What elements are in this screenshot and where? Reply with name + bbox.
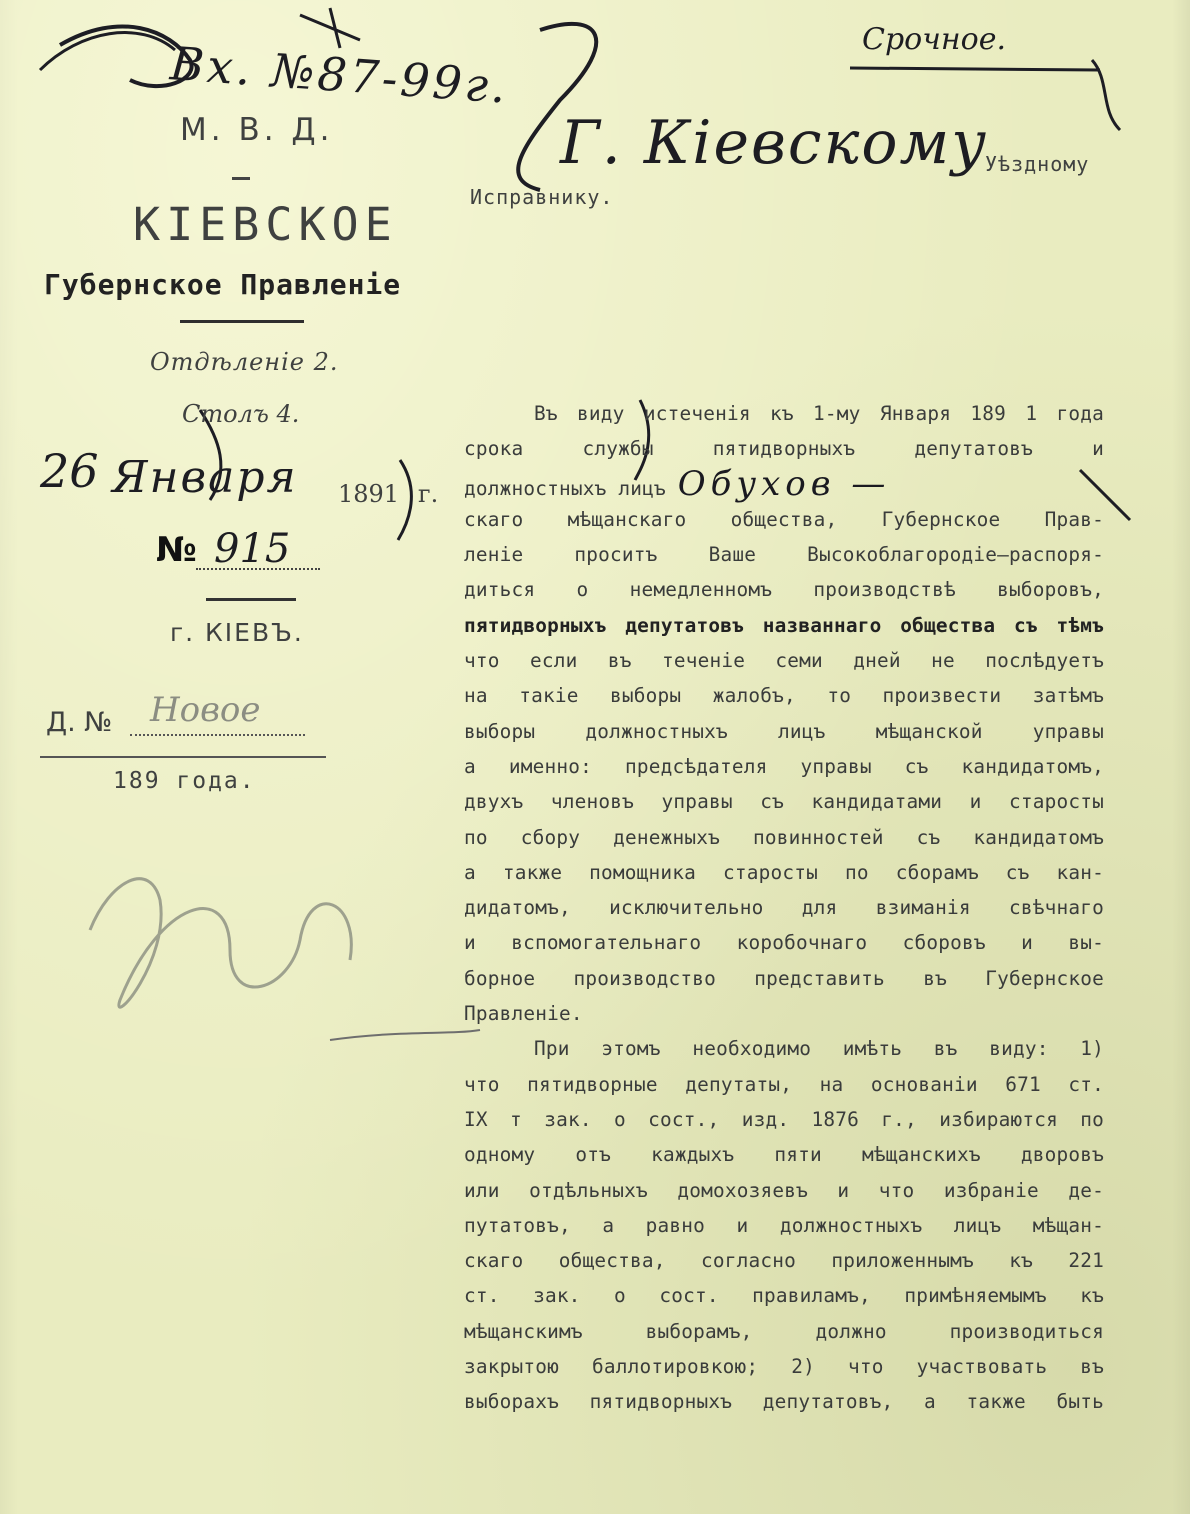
body-line: путатовъ, а равно и должностныхъ лицъ мѣщан- xyxy=(464,1213,1104,1237)
body-line: Правленіе. xyxy=(464,1002,583,1026)
body-line: двухъ членовъ управы съ кандидатами и старосты xyxy=(464,790,1104,814)
recipient-handwritten: Г. Кіевскому xyxy=(560,108,989,178)
body-line: диться о немедленномъ производствѣ выборовъ, xyxy=(464,578,1104,602)
body-line: закрытою баллотировкою; 2) что участвовать въ xyxy=(464,1355,1104,1379)
city-label: г. КІЕВЪ. xyxy=(170,618,304,647)
body-line: мѣщанскимъ выборамъ, должно производиться xyxy=(464,1319,1104,1343)
body-line: пятидворныхъ депутатовъ названнаго общества съ тѣмъ xyxy=(464,613,1104,637)
case-year: 189 года. xyxy=(113,768,256,794)
department-label: Отдѣленіе 2. xyxy=(150,348,339,376)
letterhead-title: КІЕВСКОЕ xyxy=(133,198,398,251)
title-rule xyxy=(180,320,304,323)
body-line: срока службы пятидворныхъ депутатовъ и xyxy=(464,437,1104,461)
body-line: что пятидворные депутаты, на основаніи 671 ст. xyxy=(464,1072,1104,1096)
body-line: скаго мѣщанскаго общества, Губернское Прав- xyxy=(464,507,1104,531)
body-line: или отдѣльныхъ домохозяевъ и что избраніе де- xyxy=(464,1178,1104,1202)
urgent-note-handwritten: Срочное. xyxy=(862,22,1006,57)
case-handwritten: Новое xyxy=(150,690,261,730)
divider xyxy=(232,177,250,180)
body-line: и вспомогательнаго коробочнаго сборовъ и вы- xyxy=(464,931,1104,955)
number-rule xyxy=(206,598,296,601)
letter-body xyxy=(464,396,1104,1420)
body-line: на такіе выборы жалобъ, то произвести затѣмъ xyxy=(464,684,1104,708)
body-line: одному отъ каждыхъ пяти мѣщанскихъ дворовъ xyxy=(464,1143,1104,1167)
incoming-number-handwritten: Вх. №87-99г. xyxy=(168,36,511,114)
date-suffix: г. xyxy=(418,480,439,508)
body-line: IX т зак. о сост., изд. 1876 г., избираются по xyxy=(464,1107,1104,1131)
letterhead-subtitle: Губернское Правленіе xyxy=(44,268,402,301)
case-label: Д. № xyxy=(46,707,113,738)
number-handwritten: 915 xyxy=(214,526,291,572)
body-line: что если въ теченіе семи дней не послѣдуетъ xyxy=(464,649,1104,673)
body-line: леніе проситъ Ваше Высокоблагородіе—распоря- xyxy=(464,543,1104,567)
handwritten-fill: Обухов — xyxy=(677,463,891,504)
body-line: дидатомъ, исключительно для взиманія свѣчнаго xyxy=(464,896,1104,920)
body-line: по сбору денежныхъ повинностей съ кандидатомъ xyxy=(464,825,1104,849)
body-line: борное производство представить въ Губернское xyxy=(464,966,1104,990)
case-line xyxy=(130,734,305,736)
date-month-handwritten: Января xyxy=(112,452,298,503)
number-label: № xyxy=(156,530,197,570)
body-line: выборы должностныхъ лицъ мѣщанской управы xyxy=(464,719,1104,743)
body-line: При этомъ необходимо имѣть въ виду: 1) xyxy=(534,1037,1104,1061)
body-line: Въ виду истеченія къ 1-му Января 189 1 года xyxy=(534,402,1104,425)
body-line: выборахъ пятидворныхъ депутатовъ, а также быть xyxy=(464,1390,1104,1414)
case-rule xyxy=(40,756,326,758)
ministry-label: М. В. Д. xyxy=(180,112,334,148)
body-line: ст. зак. о сост. правиламъ, примѣняемымъ къ xyxy=(464,1284,1104,1308)
desk-label: Столъ 4. xyxy=(182,400,300,428)
body-line: а также помощника старосты по сборамъ съ кан- xyxy=(464,860,1104,884)
address-uezd: Уѣздному xyxy=(985,152,1090,176)
date-year: 1891 xyxy=(338,480,400,508)
date-day-handwritten: 26 xyxy=(40,444,99,498)
body-line: скаго общества, согласно приложеннымъ къ 221 xyxy=(464,1249,1104,1273)
body-line: должностныхъ лицъ Обухов — xyxy=(464,463,891,504)
body-line: а именно: предсѣдателя управы съ кандидатомъ, xyxy=(464,754,1104,778)
address-ispravnik: Исправнику. xyxy=(470,185,614,209)
